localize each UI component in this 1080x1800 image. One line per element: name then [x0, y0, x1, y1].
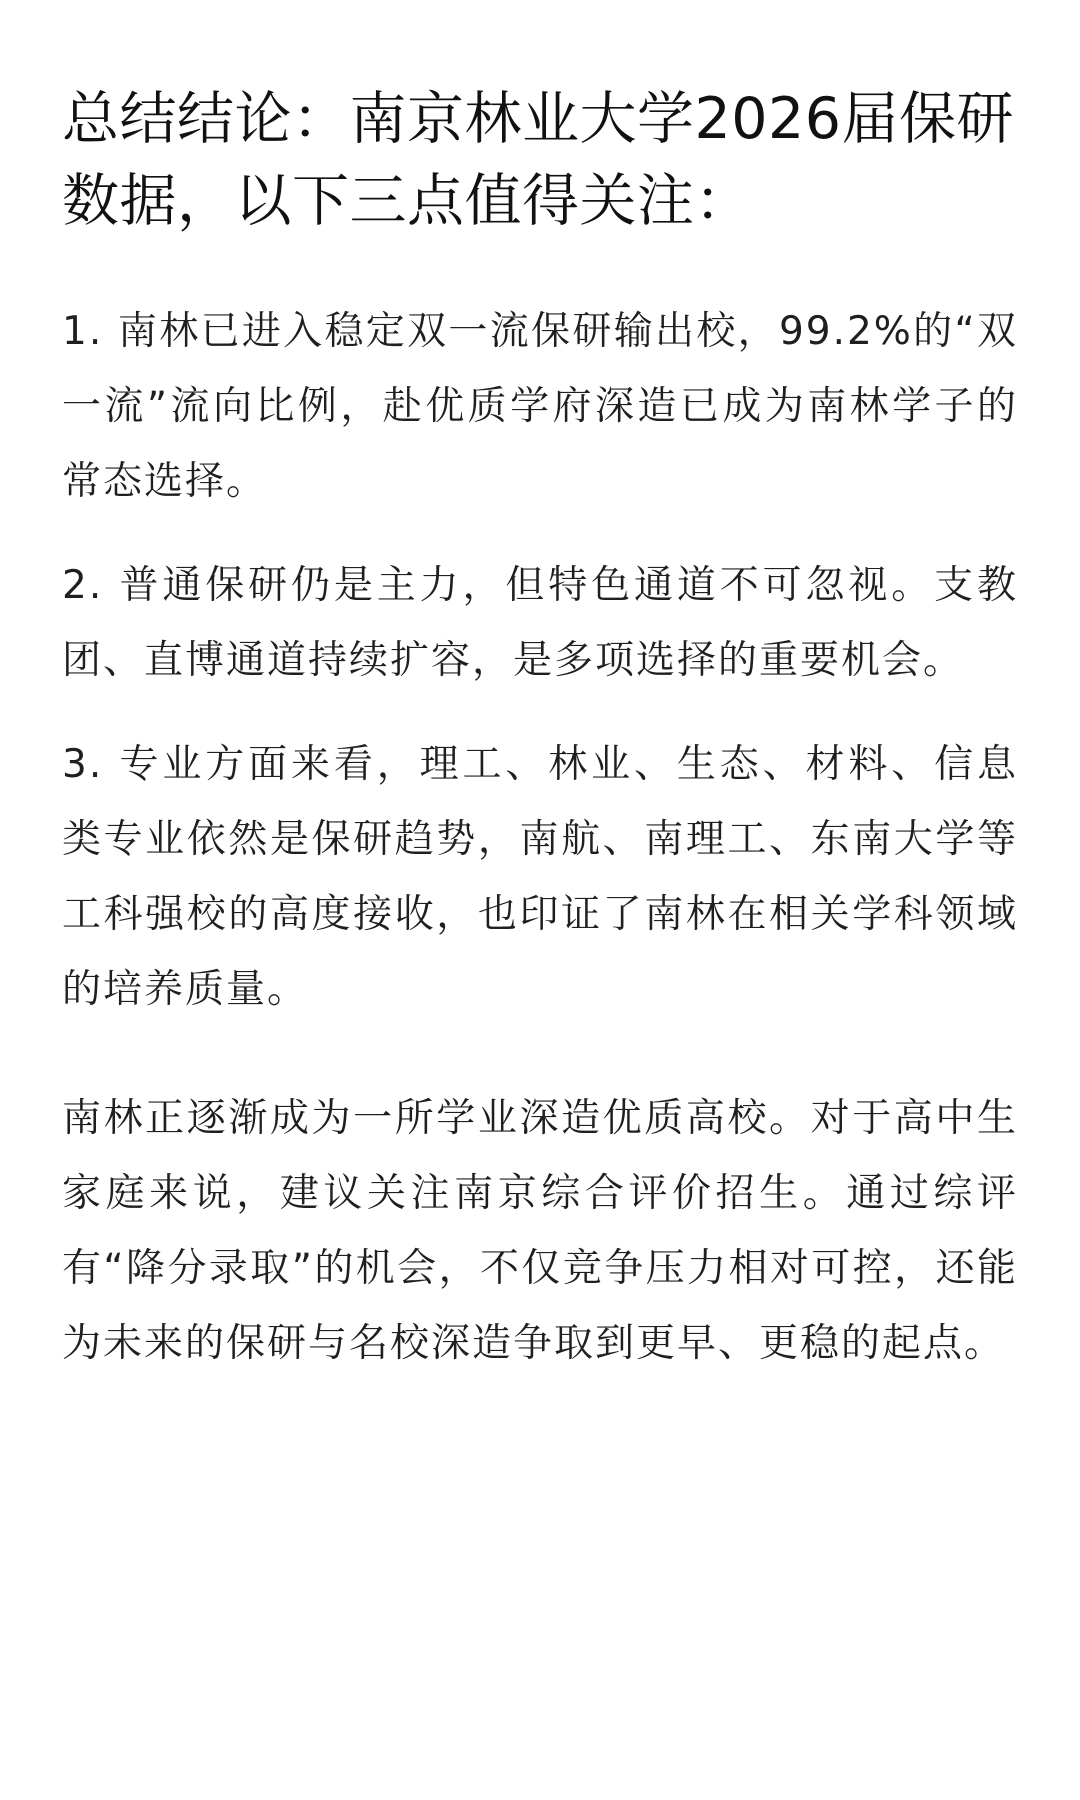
key-point-3: 3. 专业方面来看，理工、林业、生态、材料、信息类专业依然是保研趋势，南航、南理工、东南大学等工科强校的高度接收，也印证了南林在相关学科领域的培养质量。 — [62, 742, 1018, 1012]
summary-paragraph: 南林正逐渐成为一所学业深造优质高校。对于高中生家庭来说，建议关注南京综合评价招生。通过综评有“降分录取”的机会，不仅竞争压力相对可控，还能为未来的保研与名校深造争取到更早、更稳的起点。 — [62, 1096, 1018, 1366]
key-points-list — [62, 294, 1018, 1027]
key-point-2: 2. 普通保研仍是主力，但特色通道不可忽视。支教团、直博通道持续扩容，是多项选择的重要机会。 — [62, 563, 1018, 683]
key-point-1: 1. 南林已进入稳定双一流保研输出校，99.2%的“双一流”流向比例，赴优质学府深造已成为南林学子的常态选择。 — [62, 309, 1018, 504]
article-title: 总结结论：南京林业大学2026届保研数据，以下三点值得关注： — [62, 86, 1015, 234]
